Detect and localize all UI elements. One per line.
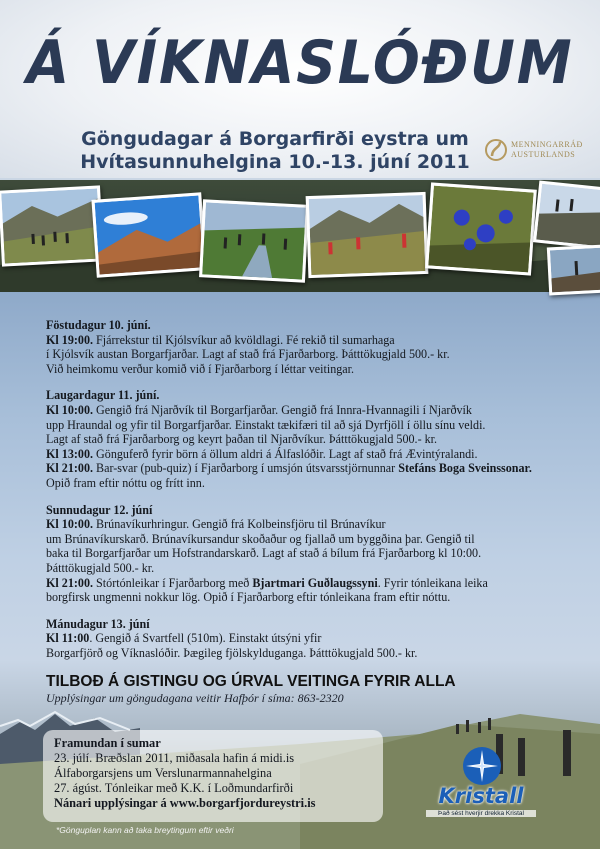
main-title: Á VÍKNASLÓÐUM (26, 28, 574, 98)
schedule-line (46, 576, 566, 591)
performer-name: Bjartmari Guðlaugssyni (252, 575, 378, 590)
schedule-line: Þátttökugjald 500.- kr. (46, 560, 155, 575)
event-time: Kl 21:00. (46, 575, 94, 590)
sponsor-line-2: AUSTURLANDS (511, 150, 576, 159)
schedule-line: borgfirsk ungmenni nokkur lög. Opið í Fjarðarborg eftir tónleikana fram eftir nóttu. (46, 590, 451, 605)
schedule-day-monday (46, 617, 566, 661)
schedule-line (46, 403, 566, 418)
event-time: Kl 21:00. (46, 461, 94, 476)
menningarrad-emblem-icon (484, 138, 508, 162)
day-title: Laugardagur 11. júní. (46, 388, 160, 403)
photo-collage (0, 180, 600, 292)
upcoming-item: Álfaborgarsjens um Verslunarmannahelgina (54, 766, 272, 780)
upcoming-item: 23. júlí. Bræðslan 2011, miðasala hafin á midi.is (54, 751, 295, 765)
kristall-name: Kristall (438, 784, 524, 808)
upcoming-heading: Framundan í sumar (54, 736, 161, 750)
schedule-day-saturday (46, 388, 566, 490)
kristall-logo (426, 746, 536, 820)
subtitle-line-1: Göngudagar á Borgarfirði eystra um (81, 128, 469, 150)
schedule-line (46, 333, 566, 348)
schedule-line (46, 447, 566, 462)
photo-hikers-stream (199, 199, 309, 282)
upcoming-item: 27. ágúst. Tónleikar með K.K. í Loðmundarfirði (54, 781, 294, 795)
sponsor-line-1: MENNINGARRÁÐ (511, 140, 583, 149)
schedule-line (46, 631, 566, 646)
schedule-line: í Kjólsvík austan Borgarfjarðar. Lagt af stað frá Fjarðarborg. Þátttökugjald 500.- kr. (46, 347, 450, 362)
day-title: Föstudagur 10. júní. (46, 318, 151, 332)
footnote: *Gönguplan kann að taka breytingum eftir veðri (56, 825, 234, 835)
host-name: Stefáns Boga Sveinssonar. (398, 461, 532, 476)
event-text: Gengið frá Njarðvík til Borgarfjarðar. Gengið frá Innra-Hvannagili í Njarðvík (93, 402, 472, 417)
event-time: Kl 11:00 (46, 631, 90, 646)
photo-valley-hikers (306, 192, 429, 278)
photo-blue-flowers (425, 182, 537, 275)
schedule-line: Opið fram eftir nóttu og frítt inn. (46, 475, 205, 490)
event-text: Gönguferð fyrir börn á öllum aldri á Álfaslóðir. Lagt af stað frá Ævintýralandi. (93, 446, 478, 461)
menningarrad-logo (484, 136, 594, 166)
event-text: Fjárrekstur til Kjólsvíkur að kvöldlagi. Fé rekið til sumarhaga (93, 332, 395, 347)
offer-headline: TILBOÐ Á GISTINGU OG ÚRVAL VEITINGA FYRIR ALLA (46, 673, 456, 690)
upcoming-events-box (43, 730, 383, 822)
subtitle-line-2: Hvítasunnuhelgina 10.-13. júní 2011 (80, 151, 470, 173)
schedule-line: um Brúnavíkurskarð. Brúnavíkursandur skoðaður og fjallað um byggðina þar. Gengið til (46, 531, 475, 546)
header-banner (0, 0, 600, 178)
schedule-line: upp Hraundal og yfir til Borgarfjarðar. Einstakt tækifæri til að sjá Dyrfjöll í öllu sínu veldi. (46, 417, 486, 432)
day-title: Sunnudagur 12. júní (46, 502, 153, 517)
event-text: Stórtónleikar í Fjarðarborg með (93, 575, 253, 590)
schedule-line: Lagt af stað frá Fjarðarborg og keyrt þaðan til Njarðvíkur. Þátttökugjald 500.- kr. (46, 432, 438, 447)
event-text: Bar-svar (pub-quiz) í Fjarðarborg í umsjón útsvarsstjörnunnar (93, 461, 399, 476)
schedule (46, 318, 566, 672)
photo-hikers-rocks (533, 181, 600, 250)
day-title: Mánudagur 13. júní (46, 616, 150, 631)
schedule-line: baka til Borgarfjarðar um Hofstrandarskarð. Lagt af stað á bílum frá Fjarðarborg kl 10:00. (46, 546, 482, 561)
contact-info: Upplýsingar um göngudagana veitir Hafþór í síma: 863-2320 (46, 691, 344, 705)
event-text: . Gengið á Svartfell (510m). Einstakt útsýni yfir (89, 631, 322, 646)
photo-mountain-sky (91, 192, 206, 277)
photo-hiker-summit (547, 245, 600, 296)
website-link[interactable]: Nánari upplýsingar á www.borgarfjordureystri.is (54, 796, 316, 810)
kristall-slogan: Það sést hverjir drekka Kristal (426, 810, 536, 817)
schedule-day-friday (46, 318, 566, 376)
event-time: Kl 10:00. (46, 517, 94, 532)
event-text: Brúnavíkurhringur. Gengið frá Kolbeinsfjöru til Brúnavíkur (93, 517, 386, 532)
event-time: Kl 19:00. (46, 332, 94, 347)
schedule-line (46, 461, 566, 476)
schedule-line (46, 517, 566, 532)
event-time: Kl 13:00. (46, 446, 94, 461)
event-text-tail: . Fyrir tónleikana leika (377, 575, 488, 590)
photo-hikers-ridge (0, 185, 104, 266)
schedule-line: Við heimkomu verður komið við í Fjarðarborg í léttar veitingar. (46, 361, 355, 376)
schedule-day-sunday (46, 503, 566, 605)
star-icon (462, 746, 502, 786)
schedule-line: Borgarfjörð og Víknaslóðir. Þægileg fjölskylduganga. Þátttökugjald 500.- kr. (46, 645, 418, 660)
event-time: Kl 10:00. (46, 402, 94, 417)
